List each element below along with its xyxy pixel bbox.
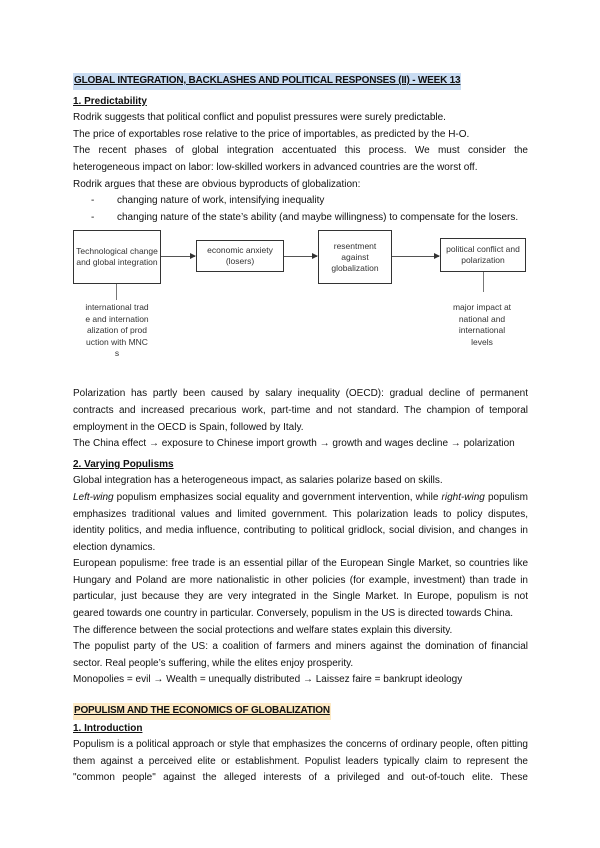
paragraph: The populist party of the US: a coalition of farmers and miners against the domination of financial sector. Real people’s suffering, while the elites enjoy prosperity. <box>73 641 528 669</box>
paragraph: The price of exportables rose relative to the price of importables, as predicted by the H-O. <box>73 128 470 140</box>
bullet-item: - changing nature of the state’s ability (and maybe willingness) to compensate for the losers. <box>73 210 528 227</box>
bullet-list <box>73 193 528 226</box>
paragraph: The difference between the social protections and welfare states explain this diversity. <box>73 624 453 636</box>
paragraph: European populisme: free trade is an essential pillar of the European Single Market, so countries like Hungary and Poland are more nationalistic in other policies (for example, investment) than trade in particular, just because they are very integrated in the Single Market. In Europe, populism is not geared towards one country in particular. Conversely, populism in the US is directed towards China. <box>73 558 528 620</box>
emphasis-right-wing: right-wing <box>441 491 485 503</box>
heading-varying-populisms: 2. Varying Populisms <box>73 458 174 470</box>
paragraph: The recent phases of global integration accentuated this process. We must consider the heterogeneous impact on labor: low-skilled workers in advanced countries are the worst off. <box>73 145 528 173</box>
emphasis-left-wing: Left-wing <box>73 491 114 503</box>
paragraph: The China effect → exposure to Chinese import growth → growth and wages decline → polarization <box>73 438 515 450</box>
paragraph <box>73 490 528 556</box>
paragraph-text: populism emphasizes traditional values and limited government. This polarization leads to policy disputes, identity politics, and media influence, contributing to political gridlock, social division, and changes in election dynamics. <box>73 491 528 553</box>
paragraph: Monopolies = evil → Wealth = unequally distributed → Laissez faire = bankrupt ideology <box>73 674 463 686</box>
section-title: POPULISM AND THE ECONOMICS OF GLOBALIZATION <box>73 703 331 720</box>
diagram-box-economic-anxiety: economic anxiety (losers) <box>196 240 284 272</box>
diagram-box-resentment: resentment against globalization <box>318 230 392 284</box>
connector-line <box>483 272 484 292</box>
diagram-note-right: major impact at national and international levels <box>452 302 512 347</box>
arrow-icon <box>392 256 439 257</box>
paragraph: Polarization has partly been caused by salary inequality (OECD): gradual decline of permanent contracts and increased precarious work, part-time and not standard. The champion of temporal employment in the OECD is Spain, followed by Italy. <box>73 388 528 433</box>
section-title: GLOBAL INTEGRATION, BACKLASHES AND POLITICAL RESPONSES (II) - WEEK 13 <box>73 73 461 90</box>
connector-line <box>116 284 117 300</box>
flow-diagram <box>73 230 528 380</box>
diagram-box-technological-change: Technological change and global integration <box>73 230 161 284</box>
paragraph: Global integration has a heterogeneous impact, as salaries polarize based on skills. <box>73 475 443 487</box>
document-page <box>73 73 528 787</box>
paragraph: Rodrik argues that these are obvious byproducts of globalization: <box>73 178 361 190</box>
heading-predictability: 1. Predictability <box>73 95 147 107</box>
diagram-box-political-conflict: political conflict and polarization <box>440 238 526 272</box>
paragraph: Populism is a political approach or style that emphasizes the concerns of ordinary people, often pitting them against a perceived elite or establishment. Populist leaders typically claim to represent the "common people" against the alleged interests of a privileged and out-of-touch elite. These <box>73 739 528 784</box>
arrow-icon <box>161 256 195 257</box>
paragraph: Rodrik suggests that political conflict and populist pressures were surely predictable. <box>73 112 446 124</box>
heading-introduction: 1. Introduction <box>73 722 143 734</box>
diagram-note-left: international trade and internationalization of production with MNCs <box>85 302 149 359</box>
arrow-icon <box>284 256 317 257</box>
bullet-item: - changing nature of work, intensifying inequality <box>73 193 528 210</box>
paragraph-text: populism emphasizes social equality and government intervention, while <box>113 491 442 503</box>
